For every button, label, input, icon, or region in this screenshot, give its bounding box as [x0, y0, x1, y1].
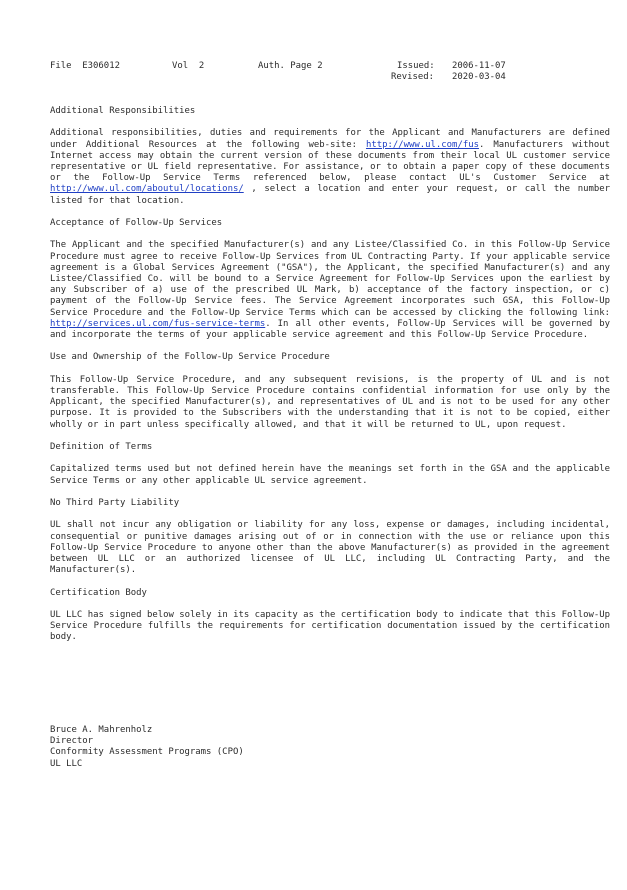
- section-heading-ownership: Use and Ownership of the Follow-Up Service Procedure: [50, 352, 330, 363]
- signer-program: Conformity Assessment Programs (CPO): [50, 747, 244, 758]
- file-number: File E306012: [50, 61, 120, 71]
- paragraph-definition: Capitalized terms used but not defined herein have the meanings set forth in the GSA and the applicable Service Terms or any other applicable UL service agreement.: [50, 464, 610, 486]
- paragraph-acceptance: [50, 240, 610, 341]
- paragraph-text: . Manufacturers without Internet access may obtain the current version of these documents from their local UL customer service representative or UL field representative. For assistance, or to obtain a paper copy of these documents or the Follow-Up Service Terms referenced below, please contact UL's Customer Service at: [50, 139, 610, 184]
- signer-title: Director: [50, 736, 94, 747]
- service-terms-link[interactable]: http://services.ul.com/fus-service-terms: [50, 318, 266, 329]
- section-heading-acceptance: Acceptance of Follow-Up Services: [50, 218, 223, 228]
- volume-number: Vol 2: [172, 61, 205, 71]
- section-heading-certification: Certification Body: [50, 587, 147, 598]
- issued-label: Issued:: [397, 61, 435, 71]
- paragraph-text: Additional responsibilities, duties and requirements for the Applicant and Manufacturers are defined under Additional Resources at the following web-site:: [50, 128, 610, 150]
- paragraph-liability: UL shall not incur any obligation or liability for any loss, expense or damages, including incidental, consequential or punitive damages arising out of or in connection with the use or reliance upon this Follow-Up Service Procedure to anyone other than the above Manufacturer(s) as provided in the agreement between UL LLC or an authorized licensee of UL LLC, including UL Contracting Party, and the Manufacturer(s).: [50, 520, 610, 576]
- paragraph-text: . In all other events, Follow-Up Services will be governed by and incorporate the terms of your applicable service agreement and this Follow-Up Service Procedure.: [50, 318, 610, 341]
- revised-label: Revised:: [391, 72, 435, 82]
- signer-organization: UL LLC: [50, 758, 83, 769]
- paragraph-additional-responsibilities: [50, 128, 610, 206]
- document-body: [50, 106, 610, 655]
- locations-link[interactable]: http://www.ul.com/aboutul/locations/: [50, 184, 244, 195]
- section-heading-definition: Definition of Terms: [50, 442, 153, 452]
- section-heading-additional-responsibilities: Additional Responsibilities: [50, 106, 196, 116]
- revised-date: 2020-03-04: [452, 72, 506, 82]
- paragraph-text: The Applicant and the specified Manufacturer(s) and any Listee/Classified Co. in this Follow-Up Service Procedure must agree to receive Follow-Up Services from UL Contracting Party. If your applicable service agreement is a Global Services Agreement ("GSA"), the Applicant, the specified Manufacturer(s) and any Listee/Classified Co. will be bound to a Service Agreement for Follow-Up Services upon the earliest by any Subscriber of a) use of the prescribed UL Mark, b) acceptance of the factory inspection, or c) payment of the Follow-Up Service fees. The Service Agreement incorporates such GSA, this Follow-Up Service Procedure and the Follow-Up Service Terms which can be accessed by clicking the following link:: [50, 240, 610, 318]
- paragraph-certification: UL LLC has signed below solely in its capacity as the certification body to indicate that this Follow-Up Service Procedure fulfills the requirements for certification documentation issued by the certification body.: [50, 609, 610, 643]
- signer-name: Bruce A. Mahrenholz: [50, 725, 153, 735]
- signature-block: [50, 725, 244, 770]
- paragraph-ownership: This Follow-Up Service Procedure, and any subsequent revisions, is the property of UL and is not transferable. This Follow-Up Service Procedure contains confidential information for use only by the Applicant, the specified Manufacturer(s), and representatives of UL and is not to be used for any other purpose. It is provided to the Subscribers with the understanding that it is not to be copied, either wholly or in part unless specifically allowed, and that it will be returned to UL, upon request.: [50, 374, 610, 430]
- issued-date: 2006-11-07: [452, 61, 506, 71]
- auth-page: Auth. Page 2: [258, 61, 323, 71]
- paragraph-text: , select a location and enter your request, or call the number listed for that location.: [50, 184, 610, 206]
- section-heading-liability: No Third Party Liability: [50, 497, 180, 508]
- fus-link[interactable]: http://www.ul.com/fus: [365, 139, 479, 150]
